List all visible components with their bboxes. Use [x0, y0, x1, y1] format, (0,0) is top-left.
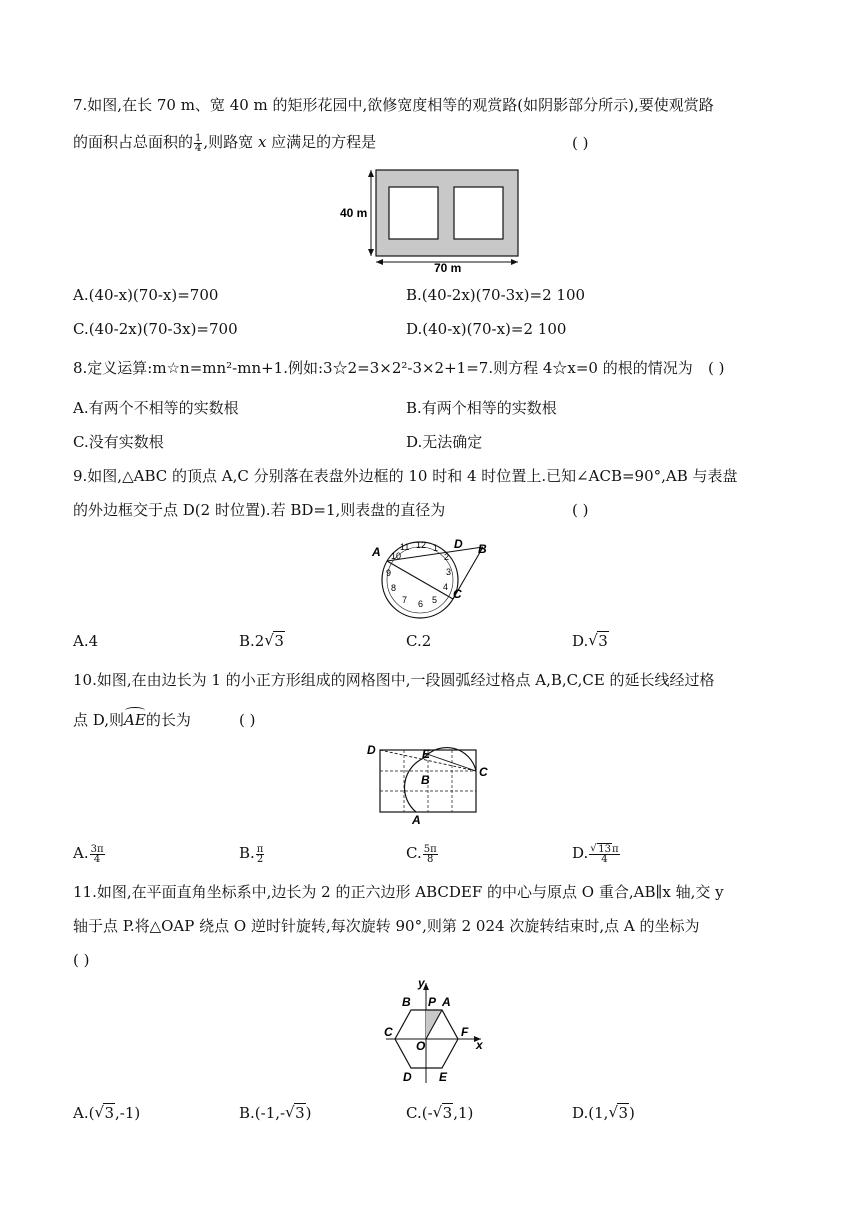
q7-fraction: $\frac{1}{4}$: [195, 132, 202, 154]
q10-answer-paren: ( ): [239, 711, 256, 729]
q9-answer-paren: ( ): [572, 501, 589, 519]
q10-option-b[interactable]: B. $\frac{\pi}{2}$: [239, 843, 264, 865]
q10-option-d[interactable]: D. √ $\frac{13\pi}{4}$: [572, 843, 621, 864]
q7-option-d[interactable]: D.(40-x)(70-x)=2 100: [406, 320, 567, 338]
q7-fig-width-label: 40 m: [340, 206, 368, 220]
q11-point-p: P: [428, 995, 437, 1009]
q11-option-c[interactable]: C.(-√ 3,1): [406, 1103, 473, 1123]
svg-text:9: 9: [386, 568, 392, 578]
q11-option-d[interactable]: D.(1,√ 3): [572, 1103, 635, 1123]
q10-point-c: C: [479, 765, 488, 779]
q11-hexagon-figure: [378, 975, 488, 1090]
q11-point-c: C: [384, 1025, 393, 1039]
q11-stem-line2: 轴于点 P.将△OAP 绕点 O 逆时针旋转,每次旋转 90°,则第 2 024 次旋转结束时,点 A 的坐标为: [73, 917, 700, 935]
q10-point-d: D: [367, 743, 376, 757]
svg-text:6: 6: [418, 599, 424, 609]
q11-point-b: B: [402, 995, 411, 1009]
q10-grid-figure: [364, 740, 504, 830]
q7-option-c[interactable]: C.(40-2x)(70-3x)=700: [73, 320, 238, 338]
q11-axis-x: x: [476, 1038, 483, 1052]
q11-point-a: A: [442, 995, 451, 1009]
svg-text:11: 11: [400, 542, 410, 552]
q9-option-b[interactable]: B.2√ 3: [239, 631, 285, 651]
q10-point-e: E: [422, 747, 431, 761]
q10-stem-line2: 点 D,则AE的长为: [73, 711, 191, 729]
q9-point-d: D: [454, 537, 463, 551]
q10-option-c[interactable]: C. $\frac{5\pi}{8}$: [406, 843, 437, 865]
q7-option-b[interactable]: B.(40-2x)(70-3x)=2 100: [406, 286, 586, 304]
svg-text:1: 1: [433, 543, 439, 553]
q10-point-a: A: [412, 813, 421, 827]
q8-option-d[interactable]: D.无法确定: [406, 433, 483, 451]
q7-stem-line1: 7.如图,在长 70 m、宽 40 m 的矩形花园中,欲修宽度相等的观赏路(如阴影部分所示),要使观赏路: [73, 96, 714, 114]
q9-option-c[interactable]: C.2: [406, 632, 432, 650]
svg-text:10: 10: [391, 551, 402, 561]
svg-text:12: 12: [416, 540, 427, 550]
q9-stem-line1: 9.如图,△ABC 的顶点 A,C 分别落在表盘外边框的 10 时和 4 时位置上.已知∠ACB=90°,AB 与表盘: [73, 467, 738, 485]
q10-stem-line1: 10.如图,在由边长为 1 的小正方形组成的网格图中,一段圆弧经过格点 A,B,C,CE 的延长线经过格: [73, 671, 715, 689]
q9-point-b: B: [478, 542, 487, 556]
q9-option-d[interactable]: D.√ 3: [572, 631, 609, 651]
q10-option-a[interactable]: A. $\frac{3\pi}{4}$: [73, 843, 104, 865]
q11-stem-line1: 11.如图,在平面直角坐标系中,边长为 2 的正六边形 ABCDEF 的中心与原点 O 重合,AB∥x 轴,交 y: [73, 883, 724, 901]
q7-fig-length-label: 70 m: [434, 261, 462, 275]
q10-arc-ae: AE: [124, 711, 146, 729]
svg-text:4: 4: [443, 582, 449, 592]
q9-point-a: A: [372, 545, 381, 559]
q7-figure: [330, 160, 530, 280]
q8-option-a[interactable]: A.有两个不相等的实数根: [73, 399, 239, 417]
svg-text:8: 8: [391, 583, 397, 593]
q8-option-c[interactable]: C.没有实数根: [73, 433, 164, 451]
q11-point-f: F: [461, 1025, 469, 1039]
q8-stem: 8.定义运算:m☆n=mn²-mn+1.例如:3☆2=3×2²-3×2+1=7.则方程 4☆x=0 的根的情况为: [73, 359, 693, 377]
q7-stem-line2: 的面积占总面积的 $\frac{1}{4}$ ,则路宽 x 应满足的方程是: [73, 132, 377, 154]
q8-answer-paren: ( ): [708, 359, 725, 377]
q11-point-d: D: [403, 1070, 412, 1084]
q9-option-a[interactable]: A.4: [73, 632, 99, 650]
q7-answer-paren: ( ): [572, 134, 589, 152]
q9-point-c: C: [453, 587, 462, 601]
q11-option-a[interactable]: A.(√ 3,-1): [73, 1103, 140, 1123]
svg-text:7: 7: [402, 595, 408, 605]
q11-origin-o: O: [416, 1039, 426, 1053]
q7-option-a[interactable]: A.(40-x)(70-x)=700: [73, 286, 219, 304]
q11-axis-y: y: [418, 976, 425, 990]
svg-text:2: 2: [444, 552, 450, 562]
svg-text:5: 5: [432, 595, 438, 605]
svg-text:3: 3: [446, 567, 452, 577]
q11-answer-paren: ( ): [73, 951, 90, 969]
q9-stem-line2: 的外边框交于点 D(2 时位置).若 BD=1,则表盘的直径为: [73, 501, 446, 519]
q11-point-e: E: [439, 1070, 448, 1084]
q11-option-b[interactable]: B.(-1,-√ 3): [239, 1103, 312, 1123]
q10-point-b: B: [421, 773, 430, 787]
q9-clock-figure: [368, 528, 498, 618]
q8-option-b[interactable]: B.有两个相等的实数根: [406, 399, 557, 417]
